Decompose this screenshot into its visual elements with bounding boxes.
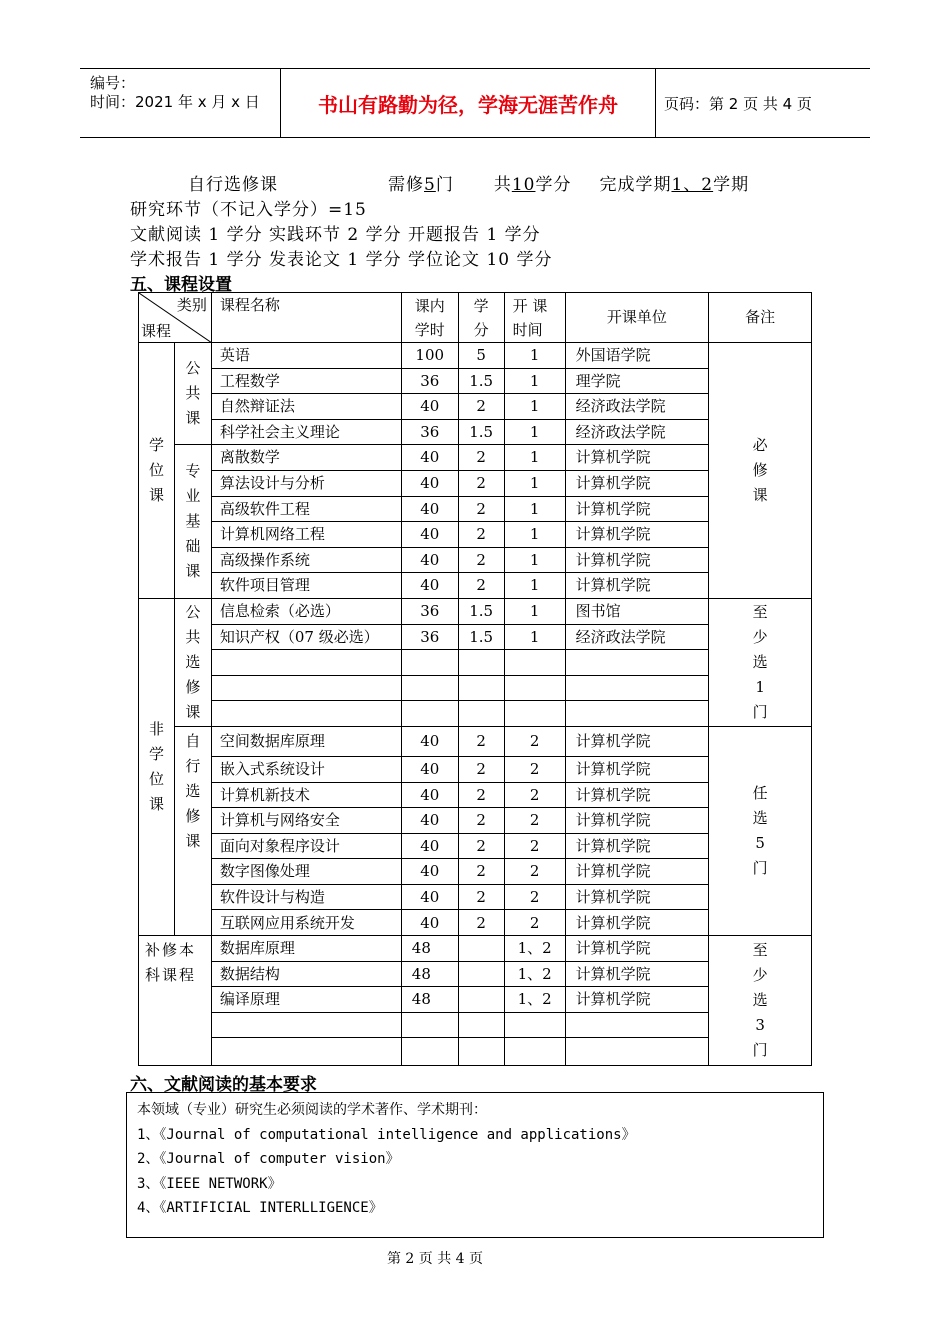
course-credit: 1.5 <box>458 624 504 650</box>
course-credit: 1.5 <box>458 598 504 624</box>
section-6-title: 六、文献阅读的基本要求 <box>130 1075 317 1095</box>
course-unit: 计算机学院 <box>565 726 709 756</box>
header-term: 开 课时间 <box>504 293 565 343</box>
course-credit: 2 <box>458 470 504 496</box>
course-hours: 48 <box>401 936 458 962</box>
course-table <box>138 292 812 1066</box>
course-unit: 计算机学院 <box>565 547 709 573</box>
course-unit: 计算机学院 <box>565 936 709 962</box>
course-hours: 40 <box>401 726 458 756</box>
course-hours: 40 <box>401 496 458 522</box>
course-unit: 计算机学院 <box>565 522 709 548</box>
course-hours: 36 <box>401 368 458 394</box>
course-term: 2 <box>504 782 565 808</box>
page-number-label: 页码：第 2 页 共 4 页 <box>664 94 812 113</box>
course-term: 2 <box>504 859 565 885</box>
course-unit: 计算机学院 <box>565 884 709 910</box>
course-credit: 2 <box>458 808 504 834</box>
course-name: 高级操作系统 <box>211 547 401 573</box>
course-term: 2 <box>504 726 565 756</box>
course-term: 1 <box>504 394 565 420</box>
note-any-5: 任选5门 <box>709 726 812 935</box>
header-unit: 开课单位 <box>565 293 709 343</box>
table-header-row <box>139 293 812 343</box>
course-unit: 计算机学院 <box>565 833 709 859</box>
reading-requirements-box <box>126 1092 824 1238</box>
course-name: 数字图像处理 <box>211 859 401 885</box>
course-name: 互联网应用系统开发 <box>211 910 401 936</box>
course-name: 空间数据库原理 <box>211 726 401 756</box>
header-note: 备注 <box>709 293 812 343</box>
course-credit: 2 <box>458 573 504 599</box>
section-5-title: 五、课程设置 <box>130 275 232 295</box>
course-credit: 2 <box>458 394 504 420</box>
course-credit: 2 <box>458 496 504 522</box>
course-unit: 计算机学院 <box>565 496 709 522</box>
course-credit: 2 <box>458 910 504 936</box>
course-credit: 2 <box>458 547 504 573</box>
category-header-cell <box>139 293 212 343</box>
course-term: 1 <box>504 598 565 624</box>
course-unit: 经济政法学院 <box>565 419 709 445</box>
subcategory-self-elective: 自行选修课 <box>174 726 211 935</box>
header-hours: 课内学时 <box>401 293 458 343</box>
course-term: 1 <box>504 419 565 445</box>
course-credit: 2 <box>458 884 504 910</box>
course-term: 1 <box>504 547 565 573</box>
course-term: 1 <box>504 470 565 496</box>
course-term: 1、2 <box>504 987 565 1013</box>
course-hours: 40 <box>401 470 458 496</box>
subcategory-public-elective: 公共选修课 <box>174 598 211 726</box>
table-row <box>139 343 812 369</box>
number-label: 编号： <box>90 74 136 92</box>
category-nondegree: 非学位课 <box>139 598 175 935</box>
header-type: 类别 <box>176 296 207 314</box>
course-unit: 外国语学院 <box>565 343 709 369</box>
course-unit: 经济政法学院 <box>565 394 709 420</box>
course-credit: 2 <box>458 726 504 756</box>
course-term: 1 <box>504 445 565 471</box>
header-motto: 书山有路勤为径，学海无涯苦作舟 <box>281 69 656 137</box>
course-unit: 计算机学院 <box>565 910 709 936</box>
course-name: 自然辩证法 <box>211 394 401 420</box>
course-term: 2 <box>504 910 565 936</box>
course-term: 1 <box>504 522 565 548</box>
course-hours: 40 <box>401 859 458 885</box>
course-unit: 计算机学院 <box>565 859 709 885</box>
course-term: 1、2 <box>504 936 565 962</box>
course-unit: 计算机学院 <box>565 987 709 1013</box>
course-name: 计算机网络工程 <box>211 522 401 548</box>
course-term: 1 <box>504 343 565 369</box>
course-name: 知识产权（07 级必选） <box>211 624 401 650</box>
course-hours: 40 <box>401 808 458 834</box>
credit-line-2: 学术报告 1 学分 发表论文 1 学分 学位论文 10 学分 <box>130 250 553 270</box>
course-unit: 计算机学院 <box>565 782 709 808</box>
course-hours: 36 <box>401 598 458 624</box>
course-credit: 2 <box>458 859 504 885</box>
course-hours: 40 <box>401 394 458 420</box>
course-hours: 40 <box>401 782 458 808</box>
course-name: 软件设计与构造 <box>211 884 401 910</box>
course-credit: 1.5 <box>458 368 504 394</box>
header-course: 课程 <box>141 321 172 340</box>
course-unit: 计算机学院 <box>565 961 709 987</box>
course-unit: 计算机学院 <box>565 756 709 782</box>
course-unit: 图书馆 <box>565 598 709 624</box>
page-footer: 第 2 页 共 4 页 <box>386 1251 484 1267</box>
page-header <box>80 68 870 138</box>
note-at-least-1: 至少选1门 <box>709 598 812 726</box>
course-term: 1 <box>504 624 565 650</box>
course-credit: 2 <box>458 756 504 782</box>
table-row <box>139 726 812 756</box>
category-makeup: 补修本科课程 <box>139 936 212 1066</box>
course-credit: 5 <box>458 343 504 369</box>
course-name: 面向对象程序设计 <box>211 833 401 859</box>
course-name: 算法设计与分析 <box>211 470 401 496</box>
course-hours: 40 <box>401 884 458 910</box>
course-name: 信息检索（必选） <box>211 598 401 624</box>
course-name: 高级软件工程 <box>211 496 401 522</box>
course-credit <box>458 987 504 1013</box>
course-name: 编译原理 <box>211 987 401 1013</box>
subcategory-basic: 专业基础课 <box>174 445 211 599</box>
course-name: 英语 <box>211 343 401 369</box>
course-credit <box>458 961 504 987</box>
course-term: 1 <box>504 573 565 599</box>
course-term: 1 <box>504 368 565 394</box>
course-name: 离散数学 <box>211 445 401 471</box>
research-line: 研究环节（不记入学分）=15 <box>130 200 367 220</box>
elective-requirement-line: 自行选修课 需修5门 共10学分 完成学期1、2学期 <box>188 175 750 195</box>
course-unit: 计算机学院 <box>565 808 709 834</box>
course-term: 2 <box>504 756 565 782</box>
course-credit: 2 <box>458 445 504 471</box>
course-name: 嵌入式系统设计 <box>211 756 401 782</box>
course-hours: 40 <box>401 547 458 573</box>
note-at-least-3: 至少选3门 <box>709 936 812 1066</box>
category-degree: 学位课 <box>139 343 175 599</box>
course-term: 2 <box>504 808 565 834</box>
course-term: 1、2 <box>504 961 565 987</box>
course-credit: 1.5 <box>458 419 504 445</box>
course-unit: 计算机学院 <box>565 470 709 496</box>
time-label: 时间：2021 年 x 月 x 日 <box>90 93 260 111</box>
subcategory-public: 公共课 <box>174 343 211 445</box>
course-unit: 计算机学院 <box>565 445 709 471</box>
course-hours: 100 <box>401 343 458 369</box>
course-name: 数据库原理 <box>211 936 401 962</box>
course-credit: 2 <box>458 833 504 859</box>
table-row <box>139 936 812 962</box>
course-unit: 计算机学院 <box>565 573 709 599</box>
course-hours: 40 <box>401 833 458 859</box>
note-required: 必修课 <box>709 343 812 599</box>
reading-item: 3、《IEEE NETWORK》 <box>137 1176 282 1192</box>
reading-item: 4、《ARTIFICIAL INTERLLIGENCE》 <box>137 1200 383 1216</box>
course-unit: 经济政法学院 <box>565 624 709 650</box>
course-term: 2 <box>504 884 565 910</box>
course-term: 1 <box>504 496 565 522</box>
course-hours: 36 <box>401 419 458 445</box>
course-name: 工程数学 <box>211 368 401 394</box>
course-hours: 40 <box>401 910 458 936</box>
course-credit: 2 <box>458 782 504 808</box>
course-hours: 40 <box>401 522 458 548</box>
course-hours: 40 <box>401 445 458 471</box>
course-hours: 40 <box>401 573 458 599</box>
header-credit: 学分 <box>458 293 504 343</box>
header-course-name: 课程名称 <box>211 293 401 343</box>
credit-line-1: 文献阅读 1 学分 实践环节 2 学分 开题报告 1 学分 <box>130 225 541 245</box>
course-credit: 2 <box>458 522 504 548</box>
reading-intro: 本领域（专业）研究生必须阅读的学术著作、学术期刊： <box>137 1102 487 1118</box>
reading-item: 1、《Journal of computational intelligence and applications》 <box>137 1127 636 1143</box>
course-hours: 48 <box>401 961 458 987</box>
course-hours: 36 <box>401 624 458 650</box>
course-name: 科学社会主义理论 <box>211 419 401 445</box>
course-term: 2 <box>504 833 565 859</box>
table-row <box>139 598 812 624</box>
reading-item: 2、《Journal of computer vision》 <box>137 1151 400 1167</box>
course-hours: 40 <box>401 756 458 782</box>
course-name: 数据结构 <box>211 961 401 987</box>
course-name: 计算机新技术 <box>211 782 401 808</box>
course-name: 计算机与网络安全 <box>211 808 401 834</box>
course-unit: 理学院 <box>565 368 709 394</box>
course-hours: 48 <box>401 987 458 1013</box>
course-credit <box>458 936 504 962</box>
course-name: 软件项目管理 <box>211 573 401 599</box>
header-meta <box>80 69 281 137</box>
